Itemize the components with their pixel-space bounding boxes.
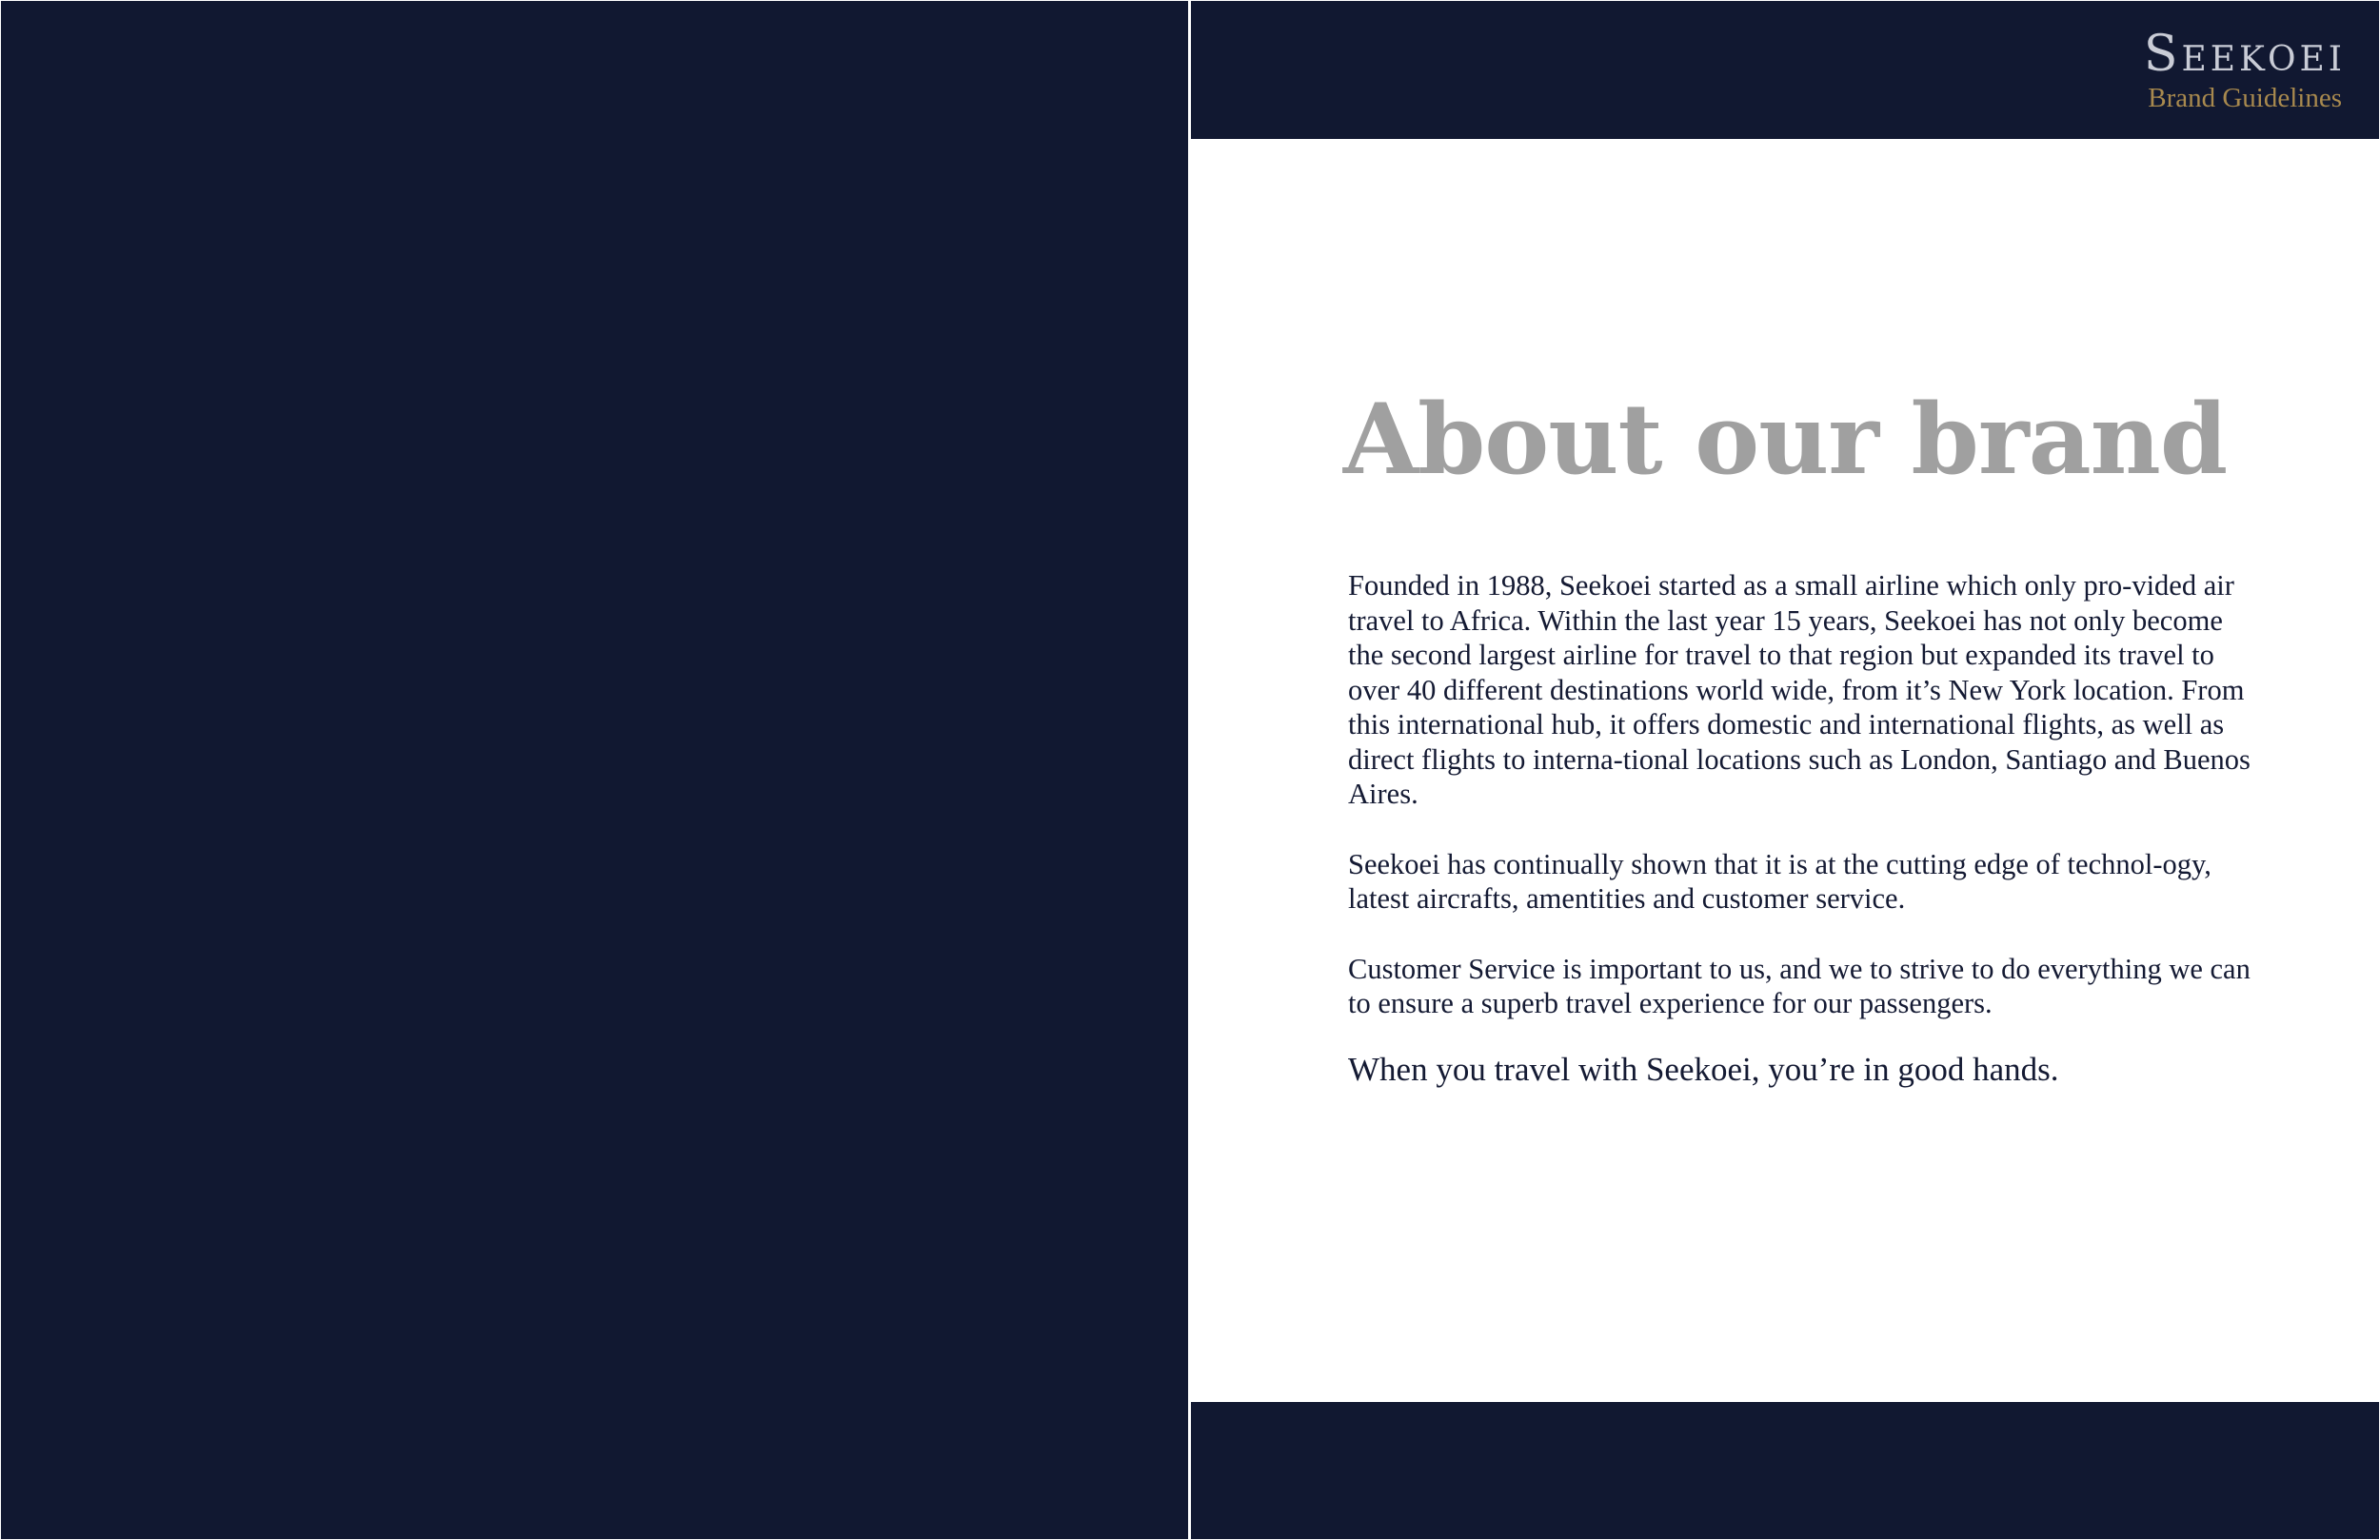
left-page-navy-panel bbox=[1, 1, 1188, 1539]
paragraph-technology: Seekoei has continually shown that it is at the cutting edge of technol-ogy, latest aircrafts, amentities and customer service. bbox=[1348, 847, 2211, 915]
tagline: When you travel with Seekoei, you’re in good hands. bbox=[1348, 1050, 2059, 1088]
brand-subtitle: Brand Guidelines bbox=[2148, 83, 2342, 113]
header-band bbox=[1191, 1, 2379, 139]
brand-logo bbox=[2143, 26, 2346, 114]
paragraph-history: Founded in 1988, Seekoei started as a small airline which only pro-vided air travel to Africa. Within the last year 15 years, Seekoei has not only become the second largest airline for travel to that region but expanded its travel to over 40 different destinations world wide, from it’s New York location. From this international hub, it offers domestic and international flights, as well as direct flights to interna-tional locations such as London, Santiago and Buenos Aires. bbox=[1348, 569, 2251, 810]
paragraph-customer-service: Customer Service is important to us, and we to strive to do everything we can to ensure a superb travel experience for our passengers. bbox=[1348, 952, 2251, 1019]
page-heading: About our brand bbox=[1342, 383, 2228, 497]
brand-name: Seekoei bbox=[2143, 26, 2346, 83]
right-page bbox=[1191, 1, 2379, 1539]
footer-band bbox=[1191, 1402, 2379, 1539]
body-text bbox=[1348, 568, 2262, 1091]
